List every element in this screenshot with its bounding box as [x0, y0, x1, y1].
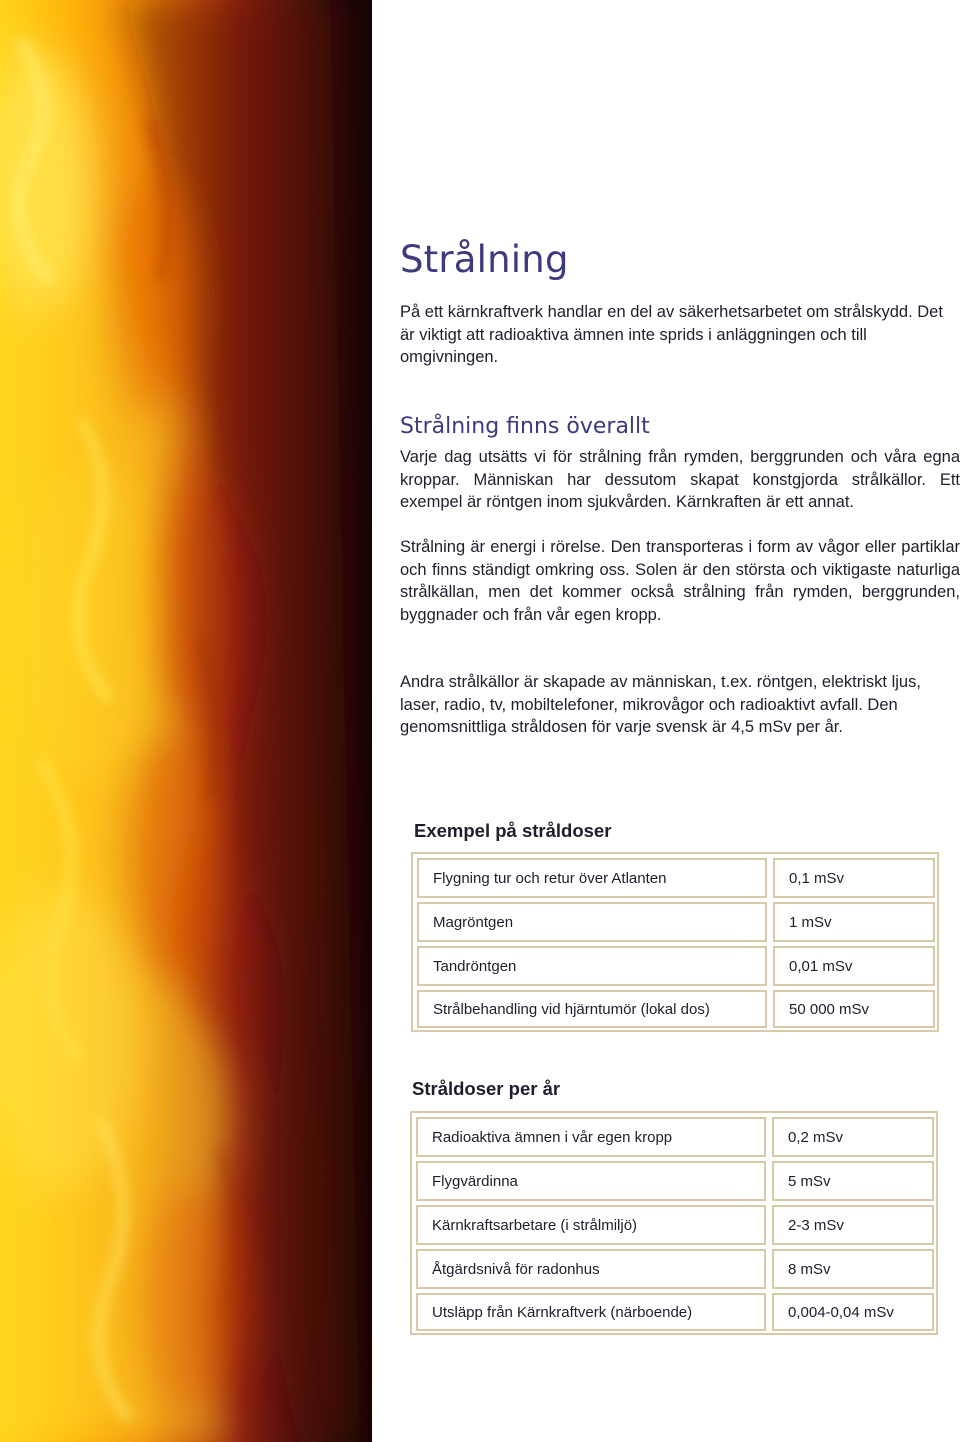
table2-row-label: Kärnkraftsarbetare (i strålmiljö) — [416, 1205, 766, 1245]
sun-surface-image — [0, 0, 372, 1442]
table2-row-value: 8 mSv — [772, 1249, 934, 1289]
section-paragraph-2: Strålning är energi i rörelse. Den transporteras i form av vågor eller partiklar och finns ständigt omkring oss. Solen är den största och viktigaste naturliga strålkällan, men det kommer också strålning från rymden, berggrunden, byggnader och från vår egen kropp. — [400, 538, 960, 624]
table1-heading: Exempel på stråldoser — [414, 820, 612, 841]
table1-row-value: 0,01 mSv — [773, 946, 935, 986]
sun-texture — [0, 0, 372, 1442]
table1-row-label: Tandröntgen — [417, 946, 767, 986]
section-paragraph-3: Andra strålkällor är skapade av människan, t.ex. röntgen, elektriskt ljus, laser, radio, tv, mobiltelefoner, mikrovågor och radioaktivt avfall. Den genomsnittliga stråldosen för varje svensk är 4,5 mSv per år. — [400, 673, 921, 736]
table2-row-label: Flygvärdinna — [416, 1161, 766, 1201]
page-title: Strålning — [400, 238, 569, 281]
table2-heading: Stråldoser per år — [412, 1078, 561, 1099]
dose-examples-table — [411, 852, 939, 1032]
annual-doses-table — [410, 1111, 938, 1335]
table1-row-value: 0,1 mSv — [773, 858, 935, 898]
table2-row-value: 0,004-0,04 mSv — [772, 1293, 934, 1331]
table2-row-value: 0,2 mSv — [772, 1117, 934, 1157]
intro-paragraph: På ett kärnkraftverk handlar en del av säkerhetsarbetet om strålskydd. Det är viktigt att radioaktiva ämnen inte sprids i anläggningen och till omgivningen. — [400, 303, 943, 366]
table2-row-value: 5 mSv — [772, 1161, 934, 1201]
table1-row-value: 50 000 mSv — [773, 990, 935, 1028]
table1-row-label: Flygning tur och retur över Atlanten — [417, 858, 767, 898]
table2-row-label: Åtgärdsnivå för radonhus — [416, 1249, 766, 1289]
section-paragraph-1: Varje dag utsätts vi för strålning från rymden, berggrunden och våra egna kroppar. Människan har dessutom skapat konstgjorda strålkällor. Ett exempel är röntgen inom sjukvården. Kärnkraften är ett annat. — [400, 448, 960, 511]
table2-row-label: Radioaktiva ämnen i vår egen kropp — [416, 1117, 766, 1157]
table2-row-label: Utsläpp från Kärnkraftverk (närboende) — [416, 1293, 766, 1331]
table1-row-label: Strålbehandling vid hjärntumör (lokal dos) — [417, 990, 767, 1028]
table2-row-value: 2-3 mSv — [772, 1205, 934, 1245]
table1-row-value: 1 mSv — [773, 902, 935, 942]
section-heading: Strålning finns överallt — [400, 414, 650, 439]
table1-row-label: Magröntgen — [417, 902, 767, 942]
